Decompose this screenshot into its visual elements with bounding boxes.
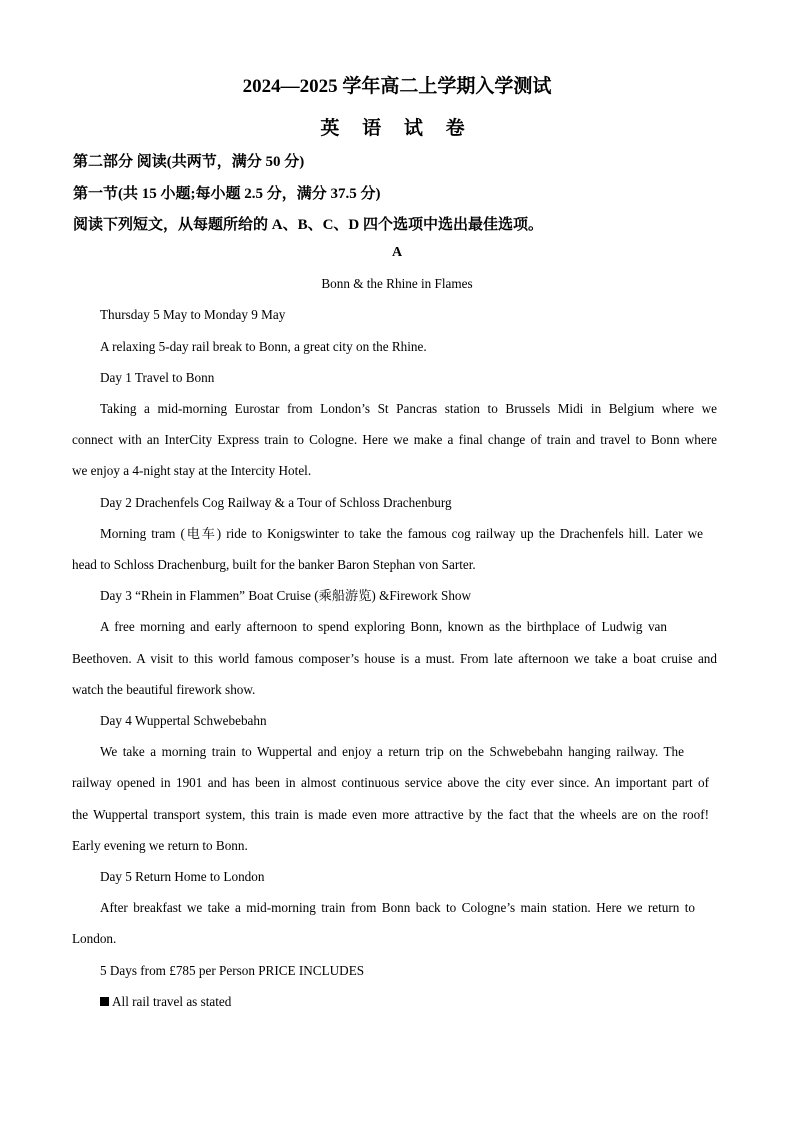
day5-text-line: London. <box>72 931 117 946</box>
day3-text-line: watch the beautiful firework show. <box>72 682 256 697</box>
price-line: 5 Days from £785 per Person PRICE INCLUDES <box>100 963 365 978</box>
day4-text-line: We take a morning train to Wuppertal and enjoy a return trip on the Schwebebahn hanging railway. The <box>100 744 684 759</box>
passage-title: Bonn & the Rhine in Flames <box>321 276 473 291</box>
day2-text-line: head to Schloss Drachenburg, built for the banker Baron Stephan von Sarter. <box>72 557 476 572</box>
instructions: 阅读下列短文，从每题所给的 A、B、C、D 四个选项中选出最佳选项。 <box>73 217 544 233</box>
tour-dates: Thursday 5 May to Monday 9 May <box>100 307 286 322</box>
day1-text-line: we enjoy a 4-night stay at the Intercity Hotel. <box>72 463 312 478</box>
include-item-label: All rail travel as stated <box>112 994 232 1009</box>
day5-text-line: After breakfast we take a mid-morning train from Bonn back to Cologne’s main station. Here we return to <box>100 900 695 915</box>
day4-heading: Day 4 Wuppertal Schwebebahn <box>100 713 267 728</box>
day1-text-line: Taking a mid-morning Eurostar from London’s St Pancras station to Brussels Midi in Belgium where we <box>100 401 717 416</box>
day1-text-line: connect with an InterCity Express train to Cologne. Here we make a final change of train and travel to Bonn where <box>72 432 717 447</box>
square-bullet-icon <box>100 997 109 1006</box>
day1-heading: Day 1 Travel to Bonn <box>100 370 215 385</box>
day4-text-line: the Wuppertal transport system, this train is made even more attractive by the fact that the wheels are on the roof! <box>72 807 709 822</box>
day5-heading: Day 5 Return Home to London <box>100 869 265 884</box>
page-title: 2024—2025 学年高二上学期入学测试 <box>242 76 552 97</box>
day3-heading: Day 3 “Rhein in Flammen” Boat Cruise (乘船游览) &Firework Show <box>100 588 472 603</box>
day2-text-line: Morning tram (电车) ride to Konigswinter to take the famous cog railway up the Drachenfels hill. Later we <box>100 526 703 541</box>
day3-text-line: Beethoven. A visit to this world famous composer’s house is a must. From late afternoon we take a boat cruise and <box>72 651 717 666</box>
day4-text-line: Early evening we return to Bonn. <box>72 838 248 853</box>
page-subtitle: 英 语 试 卷 <box>320 118 474 139</box>
day2-heading: Day 2 Drachenfels Cog Railway & a Tour of Schloss Drachenburg <box>100 495 452 510</box>
passage-label: A <box>391 245 403 260</box>
day3-text-line: A free morning and early afternoon to spend exploring Bonn, known as the birthplace of Ludwig van <box>100 619 667 634</box>
day4-text-line: railway opened in 1901 and has been in almost continuous service above the city ever since. An important part of <box>72 775 709 790</box>
part-heading: 第二部分 阅读(共两节，满分 50 分) <box>73 154 305 170</box>
section-heading: 第一节(共 15 小题;每小题 2.5 分，满分 37.5 分) <box>73 186 381 202</box>
include-item <box>100 994 231 1010</box>
tour-intro: A relaxing 5-day rail break to Bonn, a great city on the Rhine. <box>100 339 427 354</box>
